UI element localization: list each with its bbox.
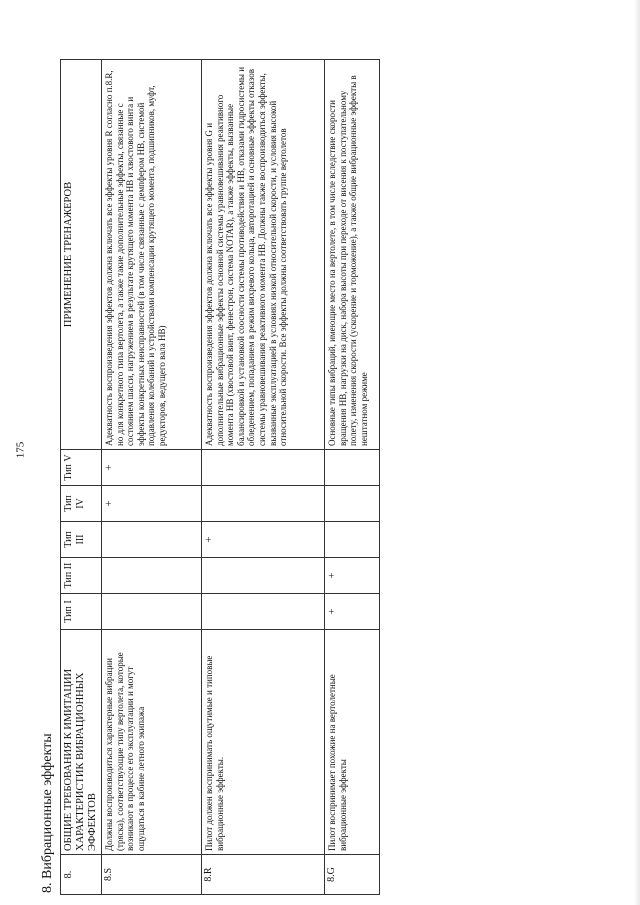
row-code: 8.S <box>102 855 202 895</box>
header-num: 8. <box>61 855 102 895</box>
mark-type-4 <box>202 486 325 522</box>
header-type-4: Тип IV <box>61 486 102 522</box>
row-application: Основные типы вибраций, имеющие место на вертолете, в том числе вследствие скорости вращения НВ, нагрузки на диск, набора высоты при переходе от висения к поступательному полету, изменения скорости (ускорение и торможение), а также общие вибрационные эффекты в нештатном режиме <box>325 60 380 450</box>
vibration-effects-table <box>60 59 380 895</box>
table-row <box>102 60 202 895</box>
mark-type-2 <box>102 558 202 594</box>
row-requirement: Пилот должен воспринимать ощутимые и типовые вибрационные эффекты. <box>202 630 325 855</box>
row-requirement: Пилот воспринимает похожие на вертолетные вибрационные эффекты <box>325 630 380 855</box>
mark-type-5: + <box>102 450 202 486</box>
header-application: ПРИМЕНЕНИЕ ТРЕНАЖЕРОВ <box>61 60 102 450</box>
mark-type-4: + <box>102 486 202 522</box>
mark-type-1: + <box>325 594 380 630</box>
table-row <box>325 60 380 895</box>
mark-type-1 <box>202 594 325 630</box>
header-type-3: Тип III <box>61 522 102 558</box>
mark-type-2: + <box>325 558 380 594</box>
row-code: 8.R <box>202 855 325 895</box>
mark-type-1 <box>102 594 202 630</box>
row-code: 8.G <box>325 855 380 895</box>
mark-type-3 <box>325 522 380 558</box>
mark-type-4 <box>325 486 380 522</box>
page-number: 175 <box>14 441 27 459</box>
mark-type-2 <box>202 558 325 594</box>
row-application: Адекватность воспроизведения эффектов должна включать все эффекты уровня R согласно п.8.R, но для конкретного типа вертолета, а также такие дополнительные эффекты, связанные с состоянием шасси, нагружением в результате крутящего момента НВ и хвостового винта и эффекты конкретных неисправностей (в том числе связанные с демпфером НВ, системой подавления колебаний и устройствами компенсации крутящего момента, подшипников, муфт, редукторов, ведущего вала НВ) <box>102 60 202 450</box>
mark-type-5 <box>325 450 380 486</box>
table-row <box>202 60 325 895</box>
row-requirement: Должны воспроизводиться характерные вибрации (тряска), соответствующие типу вертолета, которые возникают в процессе его эксплуатации и могут ощущаться в кабине летного экипажа <box>102 630 202 855</box>
mark-type-3: + <box>202 522 325 558</box>
mark-type-5 <box>202 450 325 486</box>
mark-type-3 <box>102 522 202 558</box>
header-type-5: Тип V <box>61 450 102 486</box>
section-title: 8. Вибрационные эффекты <box>40 733 55 893</box>
row-application: Адекватность воспроизведения эффектов должна включать все эффекты уровня G и дополнительные вибрационные эффекты основной системы уравновешивания реактивного момента НВ (хвостовой винт, фенестрон, система NOTAR), а также эффекты, вызванные балансировкой и установкой соосности системы противодействия и НВ, отказами гидросистемы и обледенением, попаданием в режим вихревого кольца, авторотацией и основные эффекты отказов системы уравновешивания реактивного момента НВ. Должны также воспроизводиться эффекты, вызванные эксплуатацией в условиях низкой относительной скорости, и условия высокой относительной скорости. Все эффекты должны соответствовать группе вертолетов <box>202 60 325 450</box>
header-requirements: ОБЩИЕ ТРЕБОВАНИЯ К ИМИТАЦИИ ХАРАКТЕРИСТИК ВИБРАЦИОННЫХ ЭФФЕКТОВ <box>61 630 102 855</box>
header-type-1: Тип I <box>61 594 102 630</box>
header-type-2: Тип II <box>61 558 102 594</box>
